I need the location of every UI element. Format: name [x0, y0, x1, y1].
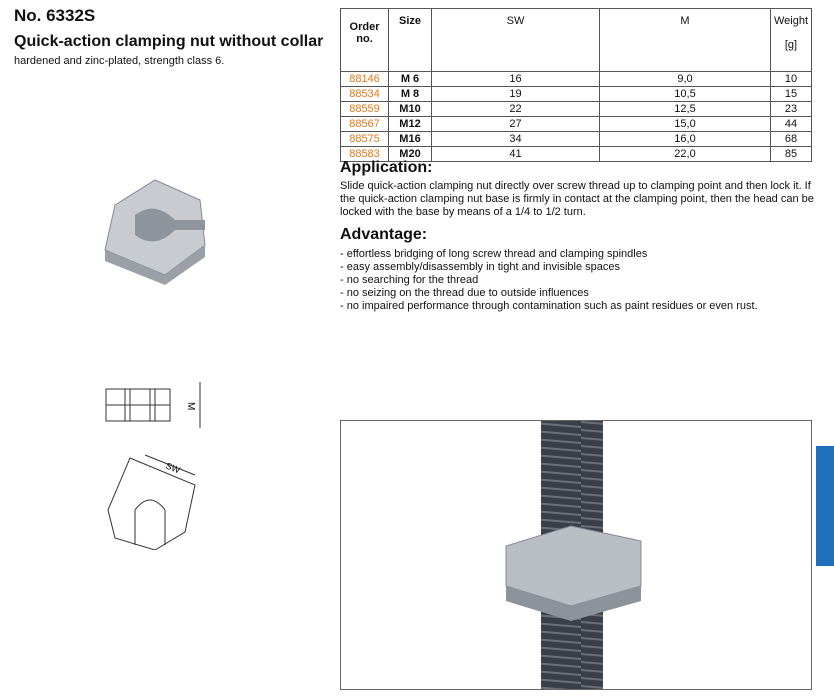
order-number[interactable]: 88534	[341, 87, 389, 102]
specs-table	[340, 8, 812, 162]
weight-cell: 15	[771, 87, 812, 102]
table-row	[341, 117, 812, 132]
header-m: M	[600, 9, 771, 72]
application-photo	[340, 420, 812, 690]
sw-cell: 16	[432, 72, 600, 87]
header-weight: Weight	[773, 15, 809, 27]
order-number[interactable]: 88559	[341, 102, 389, 117]
advantage-list	[340, 248, 820, 313]
order-number[interactable]: 88583	[341, 147, 389, 162]
table-header-row	[341, 9, 812, 72]
m-cell: 10,5	[600, 87, 771, 102]
m-cell: 12,5	[600, 102, 771, 117]
dimension-m-label: M	[185, 402, 196, 411]
nut-top-drawing	[100, 450, 210, 550]
table-row	[341, 102, 812, 117]
size-cell: M12	[389, 117, 432, 132]
size-cell: M 6	[389, 72, 432, 87]
dimension-sw-label: SW	[164, 460, 182, 476]
size-cell: M20	[389, 147, 432, 162]
m-cell: 9,0	[600, 72, 771, 87]
sw-cell: 34	[432, 132, 600, 147]
m-cell: 22,0	[600, 147, 771, 162]
advantage-item: - no seizing on the thread due to outside influences	[340, 287, 589, 299]
sw-cell: 22	[432, 102, 600, 117]
application-heading: Application:	[340, 159, 433, 176]
header-sw: SW	[432, 9, 600, 72]
size-cell: M16	[389, 132, 432, 147]
m-cell: 15,0	[600, 117, 771, 132]
advantage-item: - effortless bridging of long screw thread and clamping spindles	[340, 248, 648, 260]
section-tab[interactable]	[816, 446, 834, 566]
sw-cell: 19	[432, 87, 600, 102]
weight-cell: 44	[771, 117, 812, 132]
weight-cell: 23	[771, 102, 812, 117]
advantage-item: - easy assembly/disassembly in tight and invisible spaces	[340, 261, 621, 273]
application-text: Slide quick-action clamping nut directly over screw thread up to clamping point and then lock it. If the quick-action clamping nut base is firmly in contact at the clamping point, then the head can be locked with the base by means of a 1/4 to 1/2 turn.	[340, 180, 814, 218]
table-row	[341, 87, 812, 102]
header-size: Size	[389, 9, 432, 72]
weight-cell: 85	[771, 147, 812, 162]
size-cell: M 8	[389, 87, 432, 102]
nut-product-image	[95, 175, 215, 285]
sw-cell: 27	[432, 117, 600, 132]
weight-cell: 10	[771, 72, 812, 87]
size-cell: M10	[389, 102, 432, 117]
m-cell: 16,0	[600, 132, 771, 147]
order-number[interactable]: 88575	[341, 132, 389, 147]
advantage-item: - no impaired performance through contamination such as paint residues or even rust.	[340, 300, 758, 312]
nut-side-drawing	[100, 380, 220, 430]
table-row	[341, 132, 812, 147]
order-number[interactable]: 88146	[341, 72, 389, 87]
advantage-heading: Advantage:	[340, 226, 428, 243]
advantage-item: - no searching for the thread	[340, 274, 479, 286]
header-order: Order no.	[341, 9, 389, 72]
table-row	[341, 72, 812, 87]
weight-cell: 68	[771, 132, 812, 147]
order-number[interactable]: 88567	[341, 117, 389, 132]
header-weight-unit: [g]	[784, 39, 798, 51]
sw-cell: 41	[432, 147, 600, 162]
product-subtitle: hardened and zinc-plated, strength class 6.	[14, 55, 225, 67]
product-number: No. 6332S	[14, 6, 96, 25]
product-title: Quick-action clamping nut without collar	[14, 33, 324, 50]
